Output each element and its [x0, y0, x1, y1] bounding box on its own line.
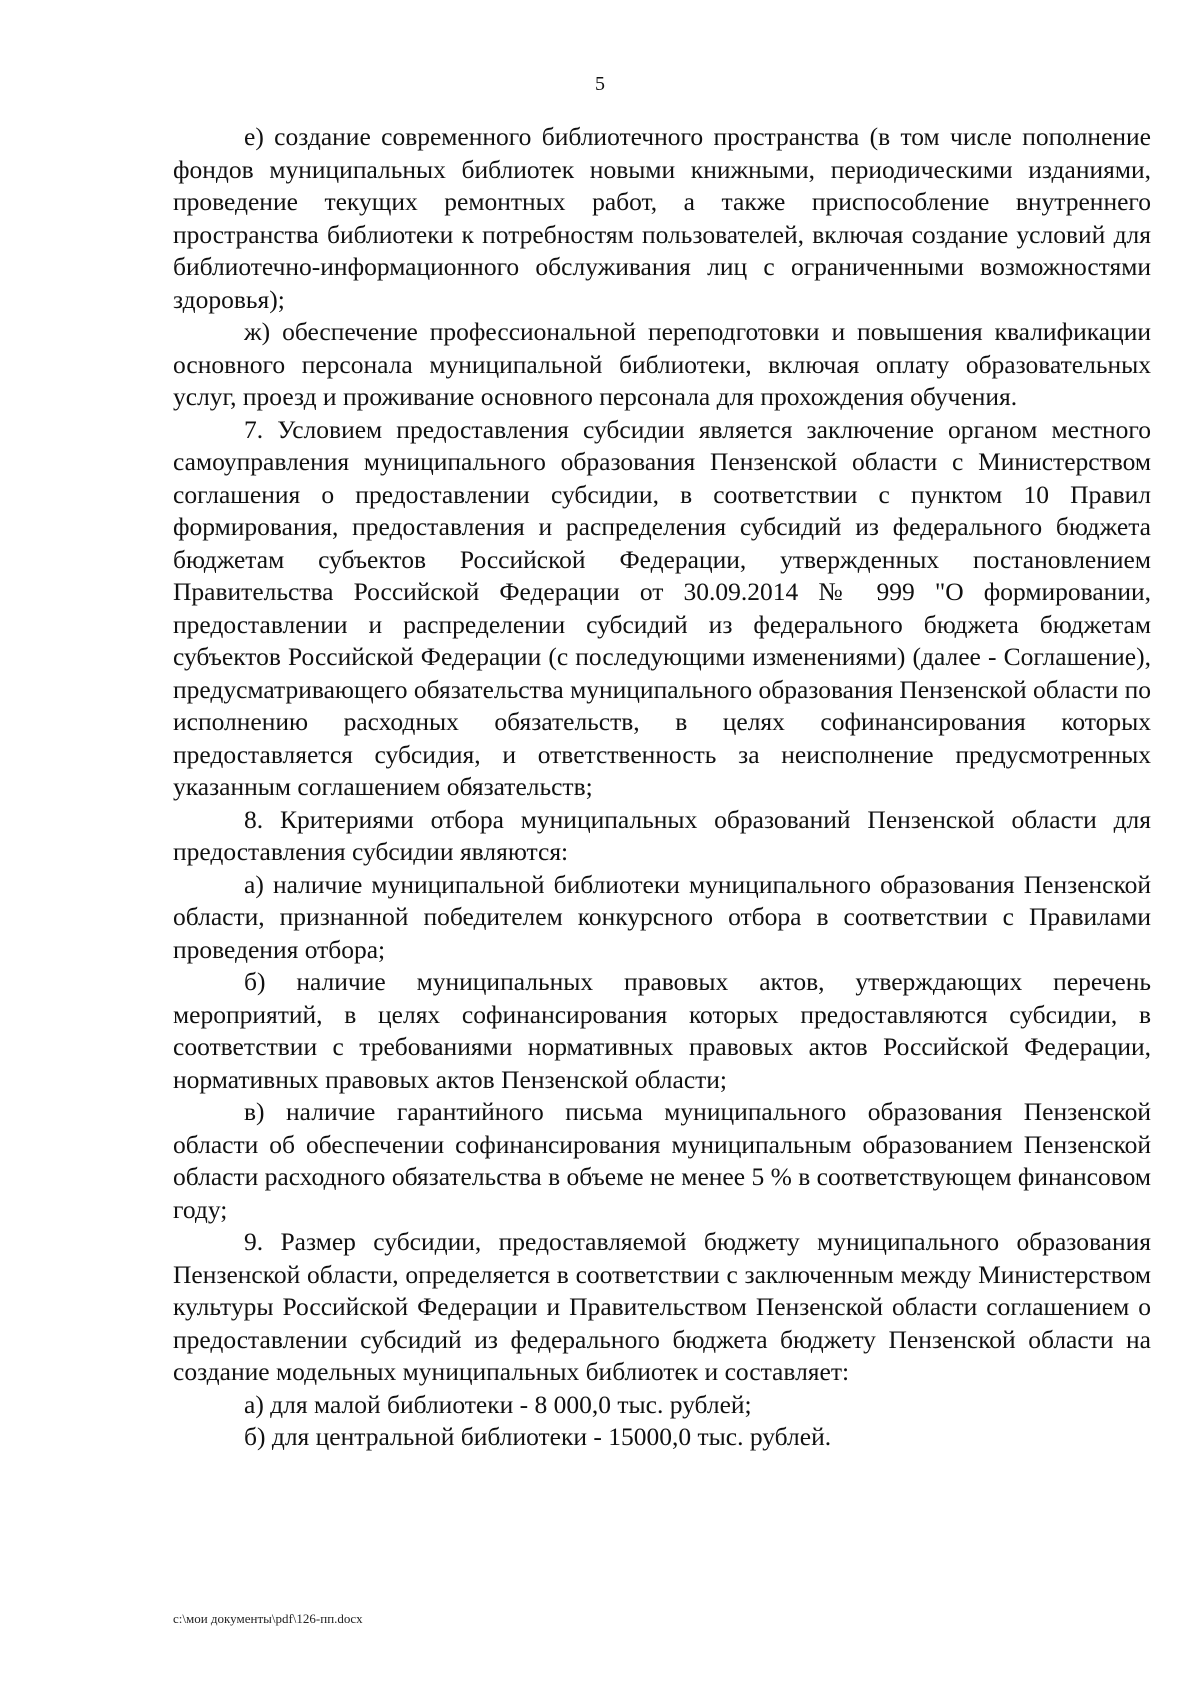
page-number: 5 [595, 73, 605, 95]
paragraph-9a: а) для малой библиотеки - 8 000,0 тыс. рублей; [244, 1389, 752, 1419]
paragraph-8: 8. Критериями отбора муниципальных образований Пензенской области для предоставления субсидии являются: [173, 804, 1151, 866]
paragraph-9b: б) для центральной библиотеки - 15000,0 тыс. рублей. [244, 1422, 832, 1451]
paragraph-8b: б) наличие муниципальных правовых актов, утверждающих перечень мероприятий, в целях софинансирования которых предоставляются субсидии, в соответствии с требованиями нормативных правовых актов Российской Федерации, нормативных правовых актов Пензенской области; [173, 967, 1151, 1094]
paragraph-6zh: ж) обеспечение профессиональной переподготовки и повышения квалификации основного персонала муниципальной библиотеки, включая оплату образовательных услуг, проезд и проживание основного персонала для прохождения обучения. [173, 317, 1151, 411]
document-body [173, 121, 1151, 1454]
paragraph-6e: е) создание современного библиотечного пространства (в том числе пополнение фондов муниципальных библиотек новыми книжными, периодическими изданиями, проведение текущих ремонтных работ, а также приспособление внутреннего пространства библиотеки к потребностям пользователей, включая создание условий для библиотечно-информационного обслуживания лиц с ограниченными возможностями здоровья); [173, 122, 1151, 314]
footer-file-path: c:\мои документы\pdf\126-пп.docx [173, 1611, 363, 1626]
paragraph-8a: а) наличие муниципальной библиотеки муниципального образования Пензенской области, признанной победителем конкурсного отбора в соответствии с Правилами проведения отбора; [173, 869, 1151, 964]
paragraph-8v: в) наличие гарантийного письма муниципального образования Пензенской области об обеспечении софинансирования муниципальным образованием Пензенской области расходного обязательства в объеме не менее 5 % в соответствующем финансовом году; [173, 1097, 1151, 1224]
paragraph-9: 9. Размер субсидии, предоставляемой бюджету муниципального образования Пензенской области, определяется в соответствии с заключенным между Министерством культуры Российской Федерации и Правительством Пензенской области соглашением о предоставлении субсидий из федерального бюджета бюджету Пензенской области на создание модельных муниципальных библиотек и составляет: [173, 1227, 1151, 1386]
paragraph-7: 7. Условием предоставления субсидии является заключение органом местного самоуправления муниципального образования Пензенской области с Министерством соглашения о предоставлении субсидии, в соответствии с пунктом 10 Правил формирования, предоставления и распределения субсидий из федерального бюджета бюджетам субъектов Российской Федерации, утвержденных постановлением Правительства Российской Федерации от 30.09.2014 № 999 "О формировании, предоставлении и распределении субсидий из федерального бюджета бюджетам субъектов Российской Федерации (с последующими изменениями) (далее - Соглашение), предусматривающего обязательства муниципального образования Пензенской области по исполнению расходных обязательств, в целях софинансирования которых предоставляется субсидия, и ответственность за неисполнение предусмотренных указанным соглашением обязательств; [173, 414, 1151, 801]
